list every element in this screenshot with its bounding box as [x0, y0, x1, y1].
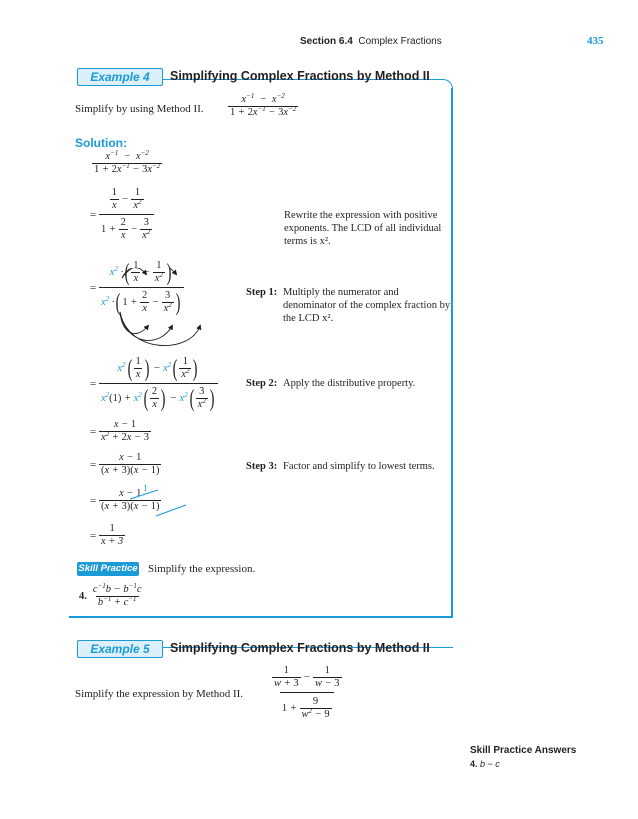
- distribution-arrows: [108, 268, 218, 348]
- step-3-text: Factor and simplify to lowest terms.: [283, 461, 435, 472]
- example-4-badge: Example 4: [77, 68, 163, 86]
- example-5-badge: Example 5: [77, 640, 163, 658]
- result-numerator: 1: [109, 523, 115, 534]
- answer-value: b − c: [480, 759, 500, 769]
- answer-number: 4.: [470, 759, 478, 769]
- step-2: [246, 377, 452, 390]
- example-5-expression: $\frac{1}{w + 3}$ − $\frac{1}{w - 3}$ 1 + $\frac{9}{w^2 - 9}$: [274, 665, 340, 720]
- skill-practice-prompt: Simplify the expression.: [148, 563, 256, 575]
- running-header: [300, 36, 442, 47]
- explanation-text: Rewrite the expression with positive exponents. The LCD of all individual terms is x².: [284, 210, 442, 247]
- section-title: Complex Fractions: [358, 36, 442, 47]
- step-2-label: Step 2:: [246, 378, 278, 389]
- page-number: 435: [587, 35, 604, 47]
- example-4-title: Simplifying Complex Fractions by Method II: [170, 69, 430, 83]
- solution-line-3: = $x^2$ ·( $\frac{1}{x}$ − $\frac{1}{x^2}$ ) $x^2$ ·( 1 + $\frac{2}{x}$ − $\frac{3}{x^2}$ ): [90, 260, 184, 315]
- step-3: [246, 460, 452, 473]
- example-frame-right: [451, 88, 453, 618]
- step-3-label: Step 3:: [246, 461, 278, 472]
- solution-line-4: = $x^2$( $\frac{1}{x}$ ) − $x^2$( $\frac{1}{x^2}$ ) $x^2(1) + x^2$( $\frac{2}{x}$ ) − $x^2$( $\frac{3}{x^2}$ ): [90, 356, 218, 411]
- solution-line-2: = $\frac{1}{x}$ − $\frac{1}{x^2}$ 1 + $\frac{2}{x}$ − $\frac{3}{x^2}$: [90, 187, 154, 242]
- example-5-prompt: Simplify the expression by Method II.: [75, 688, 244, 700]
- solution-label: Solution:: [75, 136, 127, 150]
- example-4-prompt: Simplify by using Method II.: [75, 103, 204, 115]
- problem-number: 4.: [79, 591, 87, 602]
- skill-practice-badge: Skill Practice: [78, 563, 138, 574]
- answers-title: Skill Practice Answers: [470, 745, 577, 756]
- step-2-text: Apply the distributive property.: [283, 378, 416, 389]
- skill-practice-problem: 4. $\frac{c^{-1}b - b^{-1}c}{b^{-1} + c^{-1}}$: [79, 582, 142, 608]
- step-1-text: Multiply the numerator and denominator of the complex fraction by the LCD x².: [283, 287, 451, 324]
- step-1: [246, 286, 452, 325]
- solution-line-6: = $\frac{x - 1}{(x + 3)(x - 1)}$: [90, 452, 160, 476]
- result-denominator: x + 3: [100, 536, 124, 547]
- example-frame-bottom: [69, 616, 453, 618]
- section-number: Section 6.4: [300, 36, 353, 47]
- solution-line-7: = 1 x − 1 (x + 3)(x − 1): [90, 483, 160, 512]
- solution-line-8: = $\frac{1}{x + 3}$: [90, 523, 124, 547]
- step-1-label: Step 1:: [246, 287, 278, 298]
- solution-line-1: $\frac{x^{-1} - x^{-2}}{1 + 2x^{-1} - 3x^{-2}}$: [94, 149, 161, 175]
- answers-list: [470, 759, 500, 769]
- solution-line-5: = $\frac{x - 1}{x^2 + 2x - 3}$: [90, 419, 149, 443]
- example-5-title: Simplifying Complex Fractions by Method II: [170, 641, 430, 655]
- problem-expression: $\frac{x^{-1} - x^{-2}}{1 + 2x^{-1} - 3x^{-2}}$: [230, 92, 297, 118]
- cancel-strikes: [128, 486, 198, 518]
